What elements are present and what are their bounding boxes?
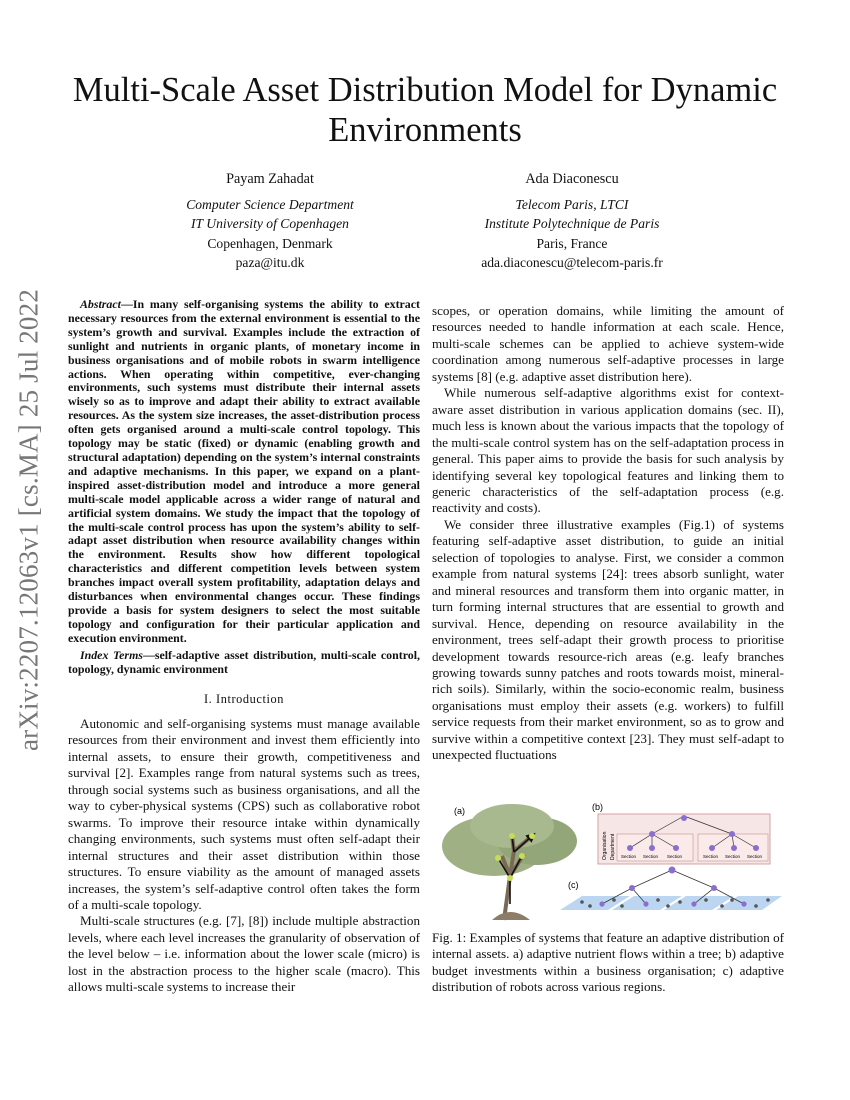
- tree-node: [519, 853, 525, 859]
- org-node: [753, 845, 759, 851]
- author-department: Telecom Paris, LTCI: [515, 196, 629, 212]
- index-terms-text: —self-adaptive asset distribution, multi-scale control, topology, dynamic environment: [68, 648, 420, 676]
- organisation-label: Organisation: [602, 831, 608, 860]
- tree-node: [529, 833, 535, 839]
- control-node: [691, 901, 696, 906]
- section-heading: I. Introduction: [203, 692, 285, 706]
- paragraph: Multi-scale structures (e.g. [7], [8]) include multiple abstraction levels, where each level increases the granularity of observation of the level below – i.e. information about the lower scale (micro) is lost in the abstraction process to the higher scale (macro). This allows multi-scale systems to increase their: [68, 913, 420, 995]
- paragraph: While numerous self-adaptive algorithms exist for context-aware asset distribution in various application domains (sec. II), much less is known about the various impacts that the topology of the multi-scale control system has on the self-adaptation process in general. This paper aims to provide the basis for such analysis by identifying several key topological features and linking them to generic characteristics of the self-adaptation process (e.g. reactivity and costs).: [432, 385, 784, 516]
- tree-illustration: [442, 804, 577, 920]
- index-terms-label: Index Terms: [80, 648, 143, 662]
- robot-regions-diagram: [560, 867, 782, 911]
- figure-caption: Fig. 1: Examples of systems that feature an adaptive distribution of internal assets. a) adaptive nutrient flows within a tree; b) adaptive budget investments within a business organisation; c) adaptive distribution of robots across various regions.: [432, 930, 784, 995]
- author-name: Ada Diaconescu: [525, 171, 619, 187]
- abstract-label: Abstract: [80, 297, 121, 311]
- arxiv-sidebar: [4, 290, 54, 750]
- figure-illustration: [432, 796, 784, 926]
- author-location: Copenhagen, Denmark: [207, 235, 333, 251]
- paragraph: We consider three illustrative examples (Fig.1) of systems featuring self-adaptive asset distribution, to guide an initial selection of topologies to analyse. First, we consider a common example from natural systems [24]: trees absorb sunlight, water and mineral resources and transform them into organic matter, in turn forming internal structures that are essential to growth and survival. Hence, depending on resource availability in the environment, trees self-adapt their growth process to prioritise development towards resource-rich areas (e.g. leafy branches growing towards sunny patches and roots towards moist, mineral-rich soils). Similarly, within the socio-economic realm, business organisations must employ their assets (e.g. workers) to fulfill service requests from their market environment, so as to grow and survive within a competitive context [23]. They must self-adapt to unexpected fluctuations: [432, 516, 784, 763]
- right-column-body: [432, 303, 784, 764]
- control-node: [643, 901, 648, 906]
- author-email: paza@itu.dk: [235, 255, 305, 270]
- abstract: [68, 298, 420, 646]
- author-block-1: [130, 170, 410, 273]
- author-name: Payam Zahadat: [226, 171, 314, 187]
- org-node: [729, 831, 735, 837]
- tree-node: [509, 833, 515, 839]
- author-location: Paris, France: [536, 235, 608, 251]
- tree-trunk-base: [492, 912, 530, 920]
- author-institution: Institute Polytechnique de Paris: [484, 216, 660, 231]
- author-block-2: [432, 170, 712, 273]
- control-node: [629, 885, 635, 891]
- section-label: Section: [621, 854, 637, 859]
- paragraph: Autonomic and self-organising systems must manage available resources from their environment and invest them efficiently into internal assets, to ensure their growth, competitiveness and survival [2]. Examples range from natural systems such as trees, through social systems such as business organisations, and all the way to cyber-physical systems (CPS) such as collaborative robot swarms. To improve their resource intake within dynamically changing environments, such systems must often self-adapt their internal structures and their asset distribution within those structures. To ensure viability as the amount of managed assets increases, the system’s self-adaptive control often takes the form of a multi-scale topology.: [68, 716, 420, 912]
- abstract-text: —In many self-organising systems the ability to extract necessary resources from the external environment is essential to the system’s growth and survival. Examples include the extraction of sunlight and nutrients in organic plants, of monetary income in business organisations and of mobile robots in swarm intelligence actions. When operating within competitive, ever-changing environments, such systems must distribute their internal assets wisely so as to improve and adapt their ability to extract available resources. As the system size increases, the asset-distribution process often gets organised around a multi-scale control topology. This topology may be static (fixed) or dynamic (enabling growth and structural adaptation) depending on the system’s internal constraints and adaptive mechanisms. In this paper, we expand on a plant-inspired asset-distribution model and introduce a more general multi-scale model applicable across a wider range of natural and artificial system domains. We study the impact that the topology of the multi-scale control process has upon the system’s ability to self-adapt asset distribution when resource availability changes within the environment. Results show how different topological characteristics and different competition levels between system branches impact overall system profitability, adaptation delays and disturbances when environmental changes occur. These findings provide a basis for system designers to select the most suitable topology and configuration for their particular application and execution environment.: [68, 297, 420, 645]
- paragraph: scopes, or operation domains, while limiting the amount of resources needed to handle information at each scale. Hence, multi-scale schemes can be applied to achieve system-wide coordination among numerous self-adaptive processes in large systems [8] (e.g. adaptive asset distribution here).: [432, 303, 784, 384]
- section-label: Section: [747, 854, 763, 859]
- index-terms: [68, 649, 420, 677]
- tree-node: [507, 875, 513, 881]
- org-node: [673, 845, 679, 851]
- section-label: Section: [667, 854, 683, 859]
- figure-1: [432, 796, 784, 926]
- org-node: [627, 845, 633, 851]
- control-node: [599, 901, 604, 906]
- tree-node: [495, 855, 501, 861]
- arxiv-identifier: arXiv:2207.12063v1 [cs.MA] 25 Jul 2022: [13, 288, 44, 752]
- section-label: Section: [703, 854, 719, 859]
- organisation-diagram: [598, 814, 770, 864]
- department-label: Department: [610, 833, 616, 860]
- author-institution: IT University of Copenhagen: [191, 216, 349, 231]
- panel-b-label: (b): [592, 802, 603, 812]
- paper-title: Multi-Scale Asset Distribution Model for Dynamic Environments: [72, 71, 778, 149]
- org-node: [681, 815, 687, 821]
- org-node: [709, 845, 715, 851]
- org-node: [731, 845, 737, 851]
- control-node: [711, 885, 717, 891]
- section-label: Section: [725, 854, 741, 859]
- author-email: ada.diaconescu@telecom-paris.fr: [481, 255, 663, 270]
- panel-a-label: (a): [454, 806, 465, 816]
- org-node: [649, 831, 655, 837]
- section-label: Section: [643, 854, 659, 859]
- panel-c-label: (c): [568, 880, 579, 890]
- left-column-body: [68, 716, 420, 996]
- control-node: [741, 901, 746, 906]
- control-node: [669, 867, 676, 874]
- org-node: [649, 845, 655, 851]
- author-department: Computer Science Department: [186, 196, 354, 212]
